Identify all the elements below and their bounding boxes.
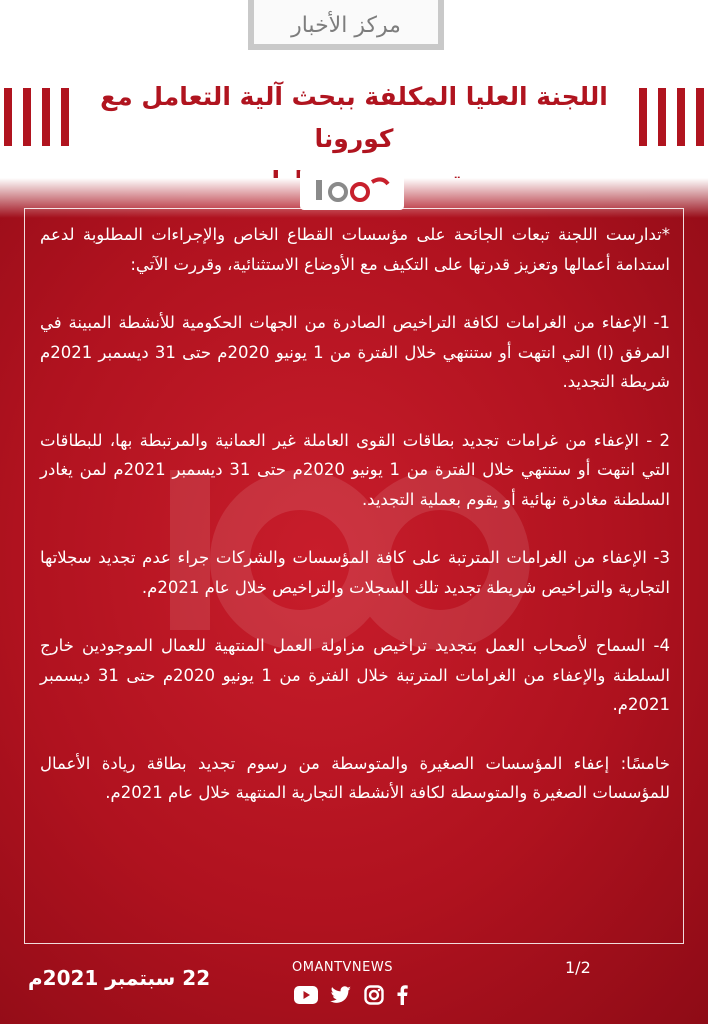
stripe — [677, 88, 685, 146]
news-center-label: مركز الأخبار — [291, 12, 401, 38]
stripe — [23, 88, 31, 146]
stripe — [696, 88, 704, 146]
stripe — [658, 88, 666, 146]
facebook-icon[interactable] — [396, 985, 408, 1005]
stripe — [4, 88, 12, 146]
news-center-badge — [248, 0, 444, 50]
decision-4: 4- السماح لأصحاب العمل بتجديد تراخيص مزاولة العمل المنتهية للعمال الموجودين خارج السلطنة والإعفاء من الغرامات المترتبة خلال الفترة من 1 يونيو 2020م حتى 31 ديسمبر 2021م. — [40, 636, 671, 714]
youtube-icon[interactable] — [294, 986, 318, 1004]
publish-date: 22 سبتمبر 2021م — [28, 966, 211, 990]
decisions-text — [40, 220, 670, 837]
otv-logo-icon — [312, 174, 392, 204]
social-icons — [294, 985, 408, 1005]
twitter-icon[interactable] — [330, 986, 352, 1004]
decision-3: 3- الإعفاء من الغرامات المترتبة على كافة المؤسسات والشركات جراء عدم تجديد سجلاتها التجارية والتراخيص شريطة تجديد تلك السجلات والتراخيص خلال عام 2021م. — [40, 548, 670, 597]
page-number: 1/2 — [565, 958, 591, 977]
otv-logo — [300, 168, 404, 210]
headline-line-1: اللجنة العليا المكلفة ببحث آلية التعامل مع كورونا — [100, 82, 608, 153]
right-stripes — [639, 88, 704, 146]
instagram-icon[interactable] — [364, 985, 384, 1005]
decision-1: 1- الإعفاء من الغرامات لكافة التراخيص الصادرة من الجهات الحكومية للأنشطة المبينة في المرفق (ا) التي انتهت أو ستنتهي خلال الفترة من 1 يونيو 2020م حتى 31 ديسمبر 2021م شريطة التجديد. — [40, 313, 670, 391]
decision-2: 2 - الإعفاء من غرامات تجديد بطاقات القوى العاملة غير العمانية والمرتبطة بها، للبطاقات التي انتهت أو ستنتهي خلال الفترة من 1 يونيو 2020م حتى 31 ديسمبر 2021م لمن يغادر السلطنة مغادرة نهائية أو يقوم بعملية التجديد. — [40, 430, 671, 509]
social-handle: OMANTVNEWS — [292, 960, 393, 975]
decision-5: خامسًا: إعفاء المؤسسات الصغيرة والمتوسطة من رسوم تجديد بطاقة ريادة الأعمال للمؤسسات الصغيرة والمتوسطة لكافة الأنشطة التجارية المنتهية خلال عام 2021م. — [40, 753, 670, 802]
intro-paragraph: *تدارست اللجنة تبعات الجائحة على مؤسسات القطاع الخاص والإجراءات المطلوبة لدعم استدامة أعمالها وتعزيز قدرتها على التكيف مع الأوضاع الاستثنائية، وقررت الآتي: — [40, 225, 670, 274]
stripe — [42, 88, 50, 146]
